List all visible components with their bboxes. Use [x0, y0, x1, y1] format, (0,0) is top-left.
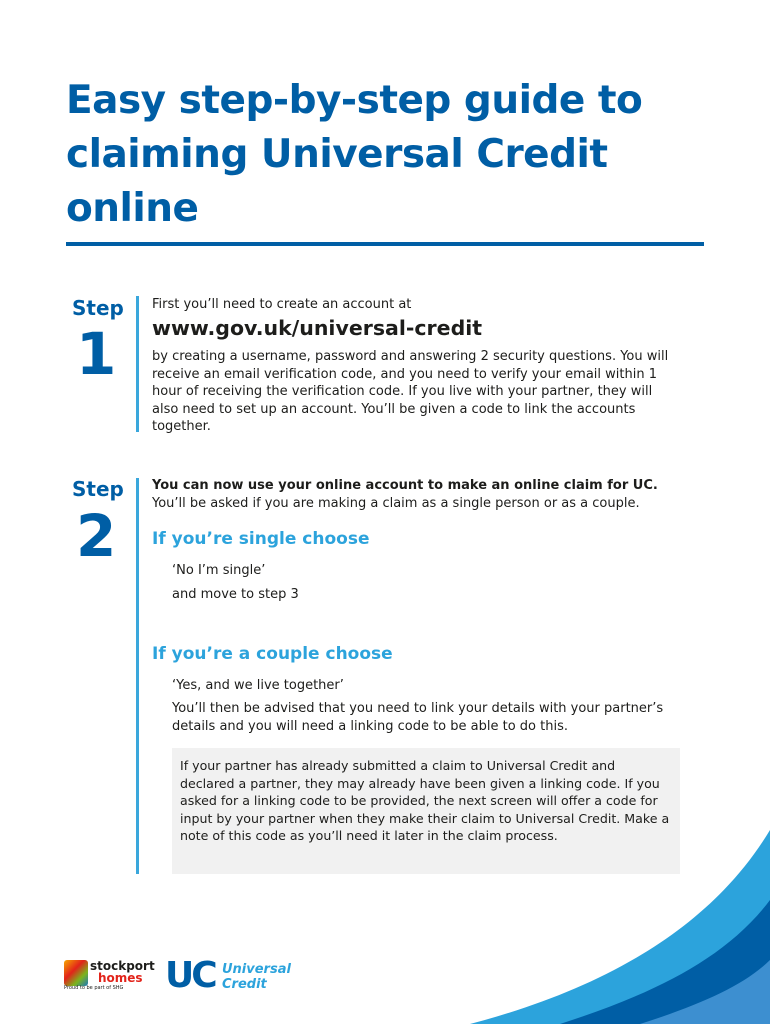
single-next: and move to step 3 [172, 587, 299, 602]
uc-logo-mark: UC [165, 955, 215, 996]
couple-choice: ‘Yes, and we live together’ [172, 678, 344, 693]
step-1-intro: First you’ll need to create an account at [152, 297, 412, 312]
step-2-label: Step [72, 477, 124, 501]
stockport-logo-tagline: Proud to be part of SHG [64, 985, 124, 991]
step-1-label: Step [72, 296, 124, 320]
uc-logo-word-universal: Universal [222, 962, 291, 977]
page-title: Easy step-by-step guide to claiming Universal Credit online [66, 78, 643, 231]
homes-logo-word: homes [98, 971, 143, 985]
step-1-body: by creating a username, password and answering 2 security questions. You will receive an email verification code, and you need to verify your email within 1 hour of receiving the verification code. If you live with your partner, they will also need to set up an account. You’ll be given a code to link the accounts together. [152, 349, 669, 434]
step-1-url[interactable]: www.gov.uk/universal-credit [152, 316, 483, 340]
stockport-homes-emblem-icon [64, 960, 88, 986]
stockport-homes-logo [64, 960, 159, 992]
single-choice: ‘No I’m single’ [172, 563, 266, 578]
couple-heading: If you’re a couple choose [152, 644, 393, 664]
stockport-logo-word: stockport [90, 959, 155, 973]
single-heading: If you’re single choose [152, 529, 370, 549]
step-2-lead-bold: You can now use your online account to make an online claim for UC. [152, 478, 658, 493]
step-2-number: 2 [76, 502, 117, 570]
step-1-number: 1 [76, 320, 117, 388]
couple-text: You’ll then be advised that you need to link your details with your partner’s details and you will need a linking code to be able to do this. [172, 701, 664, 734]
linking-code-note: If your partner has already submitted a claim to Universal Credit and declared a partner, they may already have been given a linking code. If you asked for a linking code to be provided, the next screen will offer a code for input by your partner when they make their claim to Universal Credit. Make a note of this code as you’ll need it later in the claim process. [180, 758, 670, 843]
uc-logo-word-credit: Credit [222, 977, 267, 992]
step-2-lead: You’ll be asked if you are making a claim as a single person or as a couple. [152, 496, 640, 511]
